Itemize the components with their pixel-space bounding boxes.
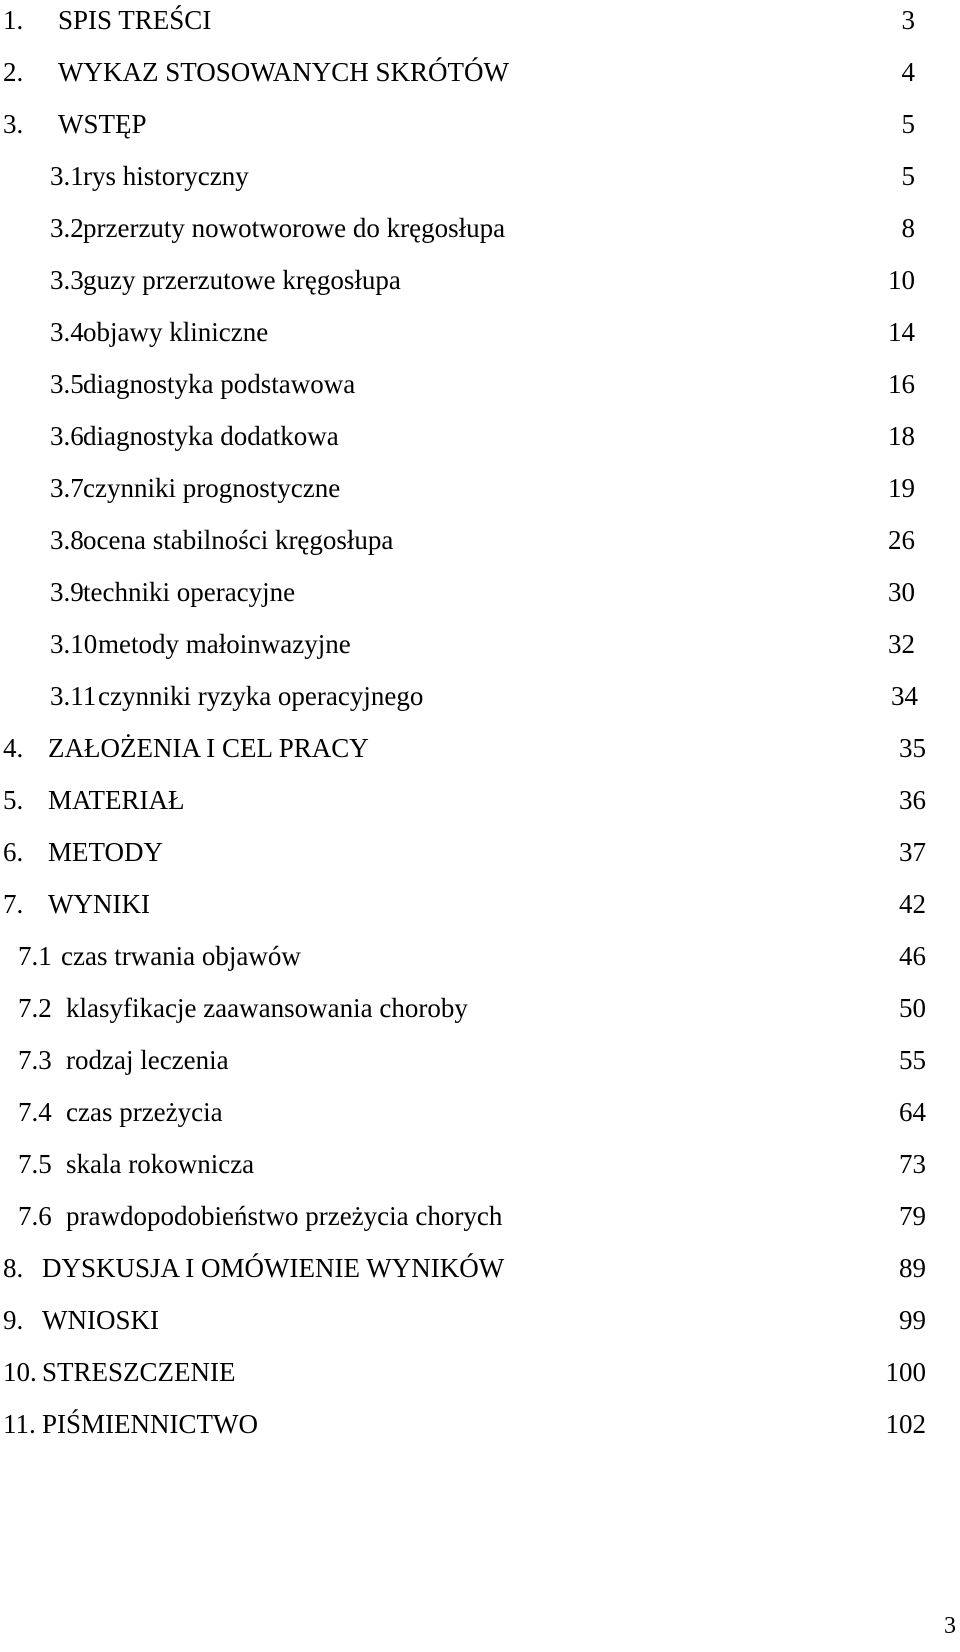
toc-entry: [0, 1148, 960, 1180]
toc-entry-number: 5.: [3, 785, 24, 815]
page-number: 3: [944, 1613, 956, 1639]
toc-entry: [0, 316, 960, 348]
toc-entry-number: 3.5: [50, 369, 84, 399]
toc-entry-number: 3.: [3, 109, 24, 139]
toc-entry-page: 5: [901, 161, 915, 191]
toc-entry-page: 64: [899, 1097, 926, 1127]
toc-entry: [0, 1044, 960, 1076]
toc-entry-page: 36: [899, 785, 926, 815]
toc-entry-number: 7.5: [18, 1149, 52, 1179]
toc-entry-number: 11.: [3, 1409, 36, 1439]
toc-entry-page: 42: [899, 889, 926, 919]
toc-entry-title: METODY: [48, 837, 164, 867]
toc-entry-title: czas trwania objawów: [61, 941, 301, 971]
toc-entry-page: 18: [888, 421, 915, 451]
toc-entry-number: 3.10: [50, 629, 98, 659]
toc-entry-title: diagnostyka podstawowa: [83, 369, 356, 399]
toc-entry-title: rodzaj leczenia: [66, 1045, 229, 1075]
toc-entry-number: 7.2: [18, 993, 52, 1023]
toc-entry-number: 3.8: [50, 525, 84, 555]
toc-entry-title: prawdopodobieństwo przeżycia chorych: [66, 1201, 503, 1231]
toc-entry-page: 32: [888, 629, 915, 659]
toc-entry: [0, 992, 960, 1024]
toc-entry: [0, 524, 960, 556]
toc-entry-page: 99: [899, 1305, 926, 1335]
toc-entry-title: przerzuty nowotworowe do kręgosłupa: [83, 213, 506, 243]
toc-entry-title: ocena stabilności kręgosłupa: [83, 525, 394, 555]
toc-entry-page: 14: [888, 317, 915, 347]
toc-entry-title: czas przeżycia: [66, 1097, 223, 1127]
toc-entry: [0, 1408, 960, 1440]
toc-entry-number: 9.: [3, 1305, 24, 1335]
toc-entry-title: czynniki ryzyka operacyjnego: [98, 681, 424, 711]
toc-entry-title: objawy kliniczne: [83, 317, 269, 347]
toc-entry-number: 3.2: [50, 213, 84, 243]
toc-entry: [0, 472, 960, 504]
toc-entry-page: 30: [888, 577, 915, 607]
toc-entry-page: 89: [899, 1253, 926, 1283]
toc-entry-number: 3.7: [50, 473, 84, 503]
toc-entry-page: 34: [891, 681, 918, 711]
toc-entry: [0, 368, 960, 400]
toc-entry-page: 4: [901, 57, 915, 87]
toc-entry-page: 19: [888, 473, 915, 503]
toc-entry-title: rys historyczny: [83, 161, 249, 191]
toc-entry: [0, 940, 960, 972]
toc-entry-page: 35: [899, 733, 926, 763]
toc-entry-number: 4.: [3, 733, 24, 763]
toc-entry-title: skala rokownicza: [66, 1149, 255, 1179]
toc-entry-page: 10: [888, 265, 915, 295]
toc-entry-title: techniki operacyjne: [83, 577, 296, 607]
toc-entry: [0, 888, 960, 920]
toc-entry-page: 46: [899, 941, 926, 971]
toc-entry-number: 3.1: [50, 161, 84, 191]
toc-entry-title: WYKAZ STOSOWANYCH SKRÓTÓW: [58, 57, 509, 87]
toc-entry-number: 8.: [3, 1253, 24, 1283]
toc-entry-title: ZAŁOŻENIA I CEL PRACY: [48, 733, 369, 763]
toc-entry: [0, 56, 960, 88]
toc-entry-number: 7.1: [18, 941, 52, 971]
toc-entry-number: 6.: [3, 837, 24, 867]
toc-entry-number: 2.: [3, 57, 24, 87]
toc-entry-title: MATERIAŁ: [48, 785, 185, 815]
toc-entry-number: 10.: [3, 1357, 37, 1387]
toc-entry: [0, 732, 960, 764]
toc-entry: [0, 264, 960, 296]
toc-entry-title: DYSKUSJA I OMÓWIENIE WYNIKÓW: [42, 1253, 505, 1283]
toc-entry: [0, 576, 960, 608]
toc-entry: [0, 1096, 960, 1128]
toc-entry-title: metody małoinwazyjne: [98, 629, 351, 659]
toc-entry: [0, 1252, 960, 1284]
toc-entry-page: 3: [901, 5, 915, 35]
toc-entry-number: 3.6: [50, 421, 84, 451]
toc-entry-page: 79: [899, 1201, 926, 1231]
toc-entry: [0, 1304, 960, 1336]
toc-entry: [0, 628, 960, 660]
toc-entry-page: 16: [888, 369, 915, 399]
toc-entry-page: 26: [888, 525, 915, 555]
toc-entry-page: 8: [901, 213, 915, 243]
toc-entry-page: 73: [899, 1149, 926, 1179]
toc-entry-number: 7.: [3, 889, 24, 919]
toc-entry-number: 3.4: [50, 317, 84, 347]
toc-entry-number: 3.11: [50, 681, 97, 711]
toc-entry-page: 102: [885, 1409, 926, 1439]
toc-entry-title: SPIS TREŚCI: [58, 5, 212, 35]
toc-entry-number: 3.3: [50, 265, 84, 295]
toc-entry-number: 7.4: [18, 1097, 52, 1127]
toc-entry-page: 37: [899, 837, 926, 867]
toc-entry: [0, 212, 960, 244]
toc-entry-number: 3.9: [50, 577, 84, 607]
toc-entry-page: 5: [901, 109, 915, 139]
toc-entry-page: 50: [899, 993, 926, 1023]
toc-entry-number: 7.6: [18, 1201, 52, 1231]
toc-entry: [0, 420, 960, 452]
toc-entry-page: 55: [899, 1045, 926, 1075]
toc-entry-title: WNIOSKI: [42, 1305, 159, 1335]
toc-entry-title: guzy przerzutowe kręgosłupa: [83, 265, 401, 295]
toc-entry-number: 7.3: [18, 1045, 52, 1075]
toc-entry: [0, 784, 960, 816]
toc-entry-title: STRESZCZENIE: [42, 1357, 236, 1387]
toc-entry: [0, 836, 960, 868]
toc-entry: [0, 4, 960, 36]
toc-entry: [0, 160, 960, 192]
toc-entry-title: diagnostyka dodatkowa: [83, 421, 339, 451]
toc-entry: [0, 1200, 960, 1232]
toc-entry-title: WSTĘP: [58, 109, 147, 139]
toc-entry: [0, 1356, 960, 1388]
toc-entry-title: czynniki prognostyczne: [83, 473, 341, 503]
toc-entry-title: klasyfikacje zaawansowania choroby: [66, 993, 468, 1023]
toc-entry-number: 1.: [3, 5, 24, 35]
toc-entry-page: 100: [885, 1357, 926, 1387]
toc-entry-title: WYNIKI: [48, 889, 150, 919]
toc-entry-title: PIŚMIENNICTWO: [42, 1409, 258, 1439]
toc-entry: [0, 108, 960, 140]
toc-entry: [0, 680, 960, 712]
